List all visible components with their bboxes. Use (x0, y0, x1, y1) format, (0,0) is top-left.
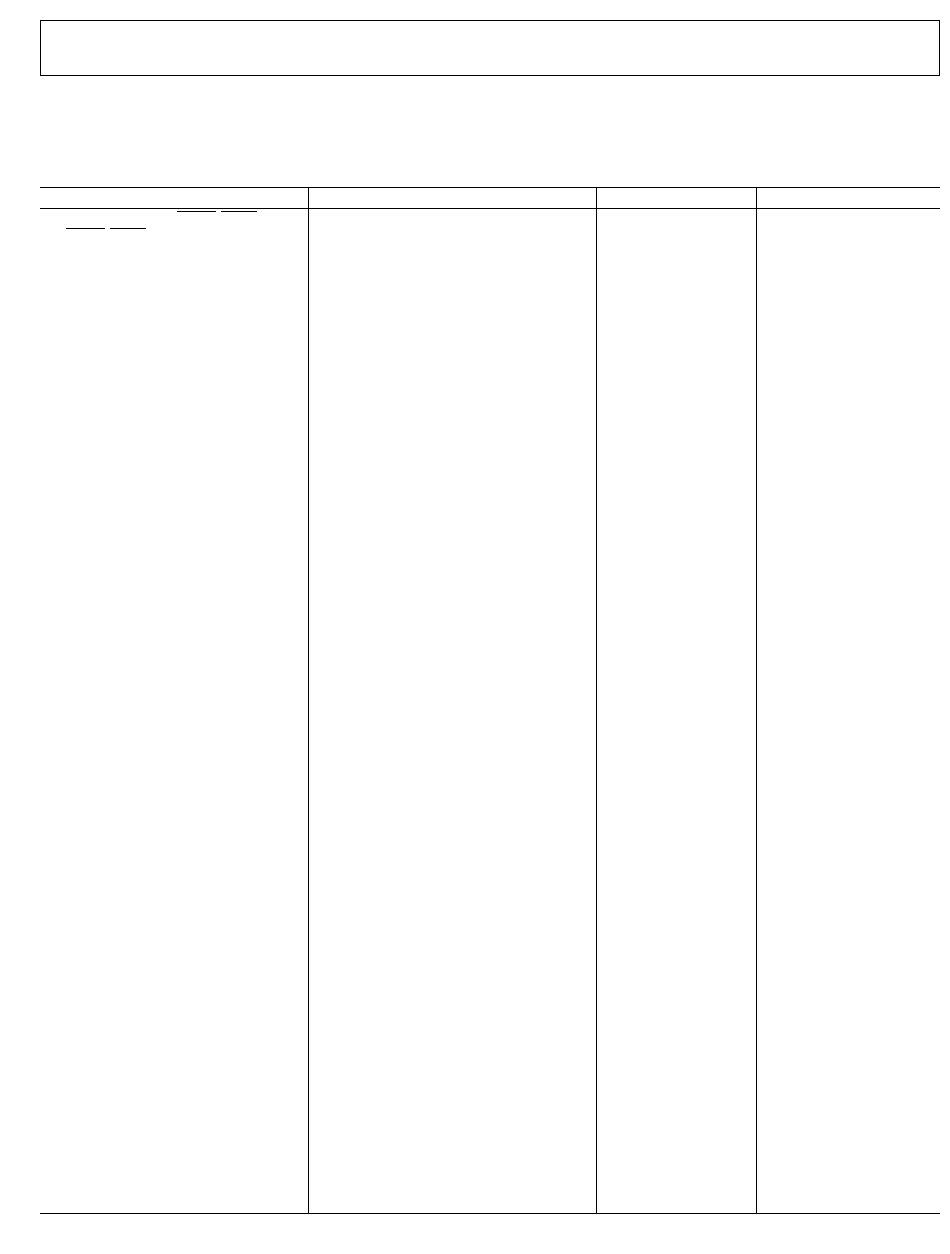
column-divider-2 (596, 188, 597, 1214)
overbar-line (221, 211, 257, 212)
overbar-line (177, 211, 216, 212)
overbar-line (110, 228, 146, 229)
table-bottom-rule (40, 1213, 940, 1214)
title-box (40, 20, 940, 76)
column-divider-3 (756, 188, 757, 1214)
column-divider-1 (308, 188, 309, 1214)
table-header-rule (40, 208, 940, 209)
overbar-line (66, 228, 105, 229)
table-top-rule (40, 187, 940, 188)
